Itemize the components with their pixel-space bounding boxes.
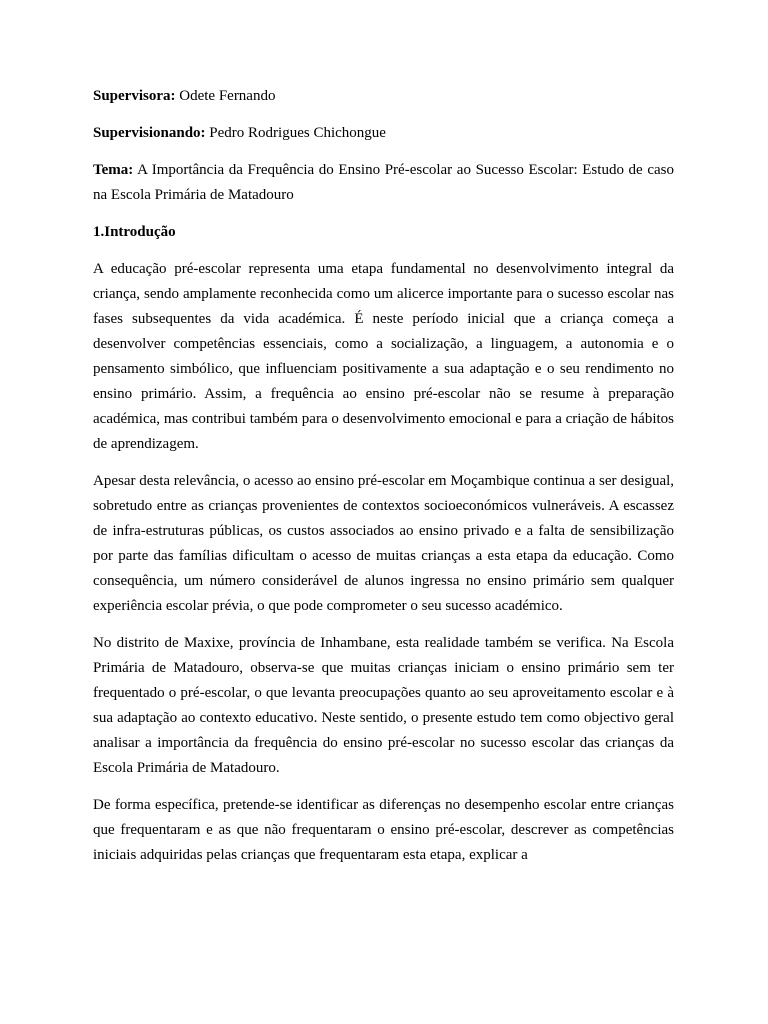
paragraph-2: Apesar desta relevância, o acesso ao ensino pré-escolar em Moçambique continua a ser desigual, sobretudo entre as crianças provenientes de contextos socioeconómicos vulneráveis. A escassez de infra-estruturas públicas, os custos associados ao ensino privado e a falta de sensibilização por parte das famílias dificultam o acesso de muitas crianças a esta etapa da educação. Como consequência, um número considerável de alunos ingressa no ensino primário sem qualquer experiência escolar prévia, o que pode comprometer o seu sucesso académico. bbox=[93, 473, 675, 614]
document-page bbox=[93, 84, 674, 880]
supervisor-label: Supervisora: bbox=[93, 88, 176, 104]
supervisee-line bbox=[93, 121, 674, 146]
paragraph-3: No distrito de Maxixe, província de Inhambane, esta realidade também se verifica. Na Escola Primária de Matadouro, observa-se que muitas crianças iniciam o ensino primário sem ter frequentado o pré-escolar, o que levanta preocupações quanto ao seu aproveitamento escolar e à sua adaptação ao contexto educativo. Neste sentido, o presente estudo tem como objectivo geral analisar a importância da frequência do ensino pré-escolar no sucesso escolar das crianças da Escola Primária de Matadouro. bbox=[93, 635, 674, 776]
supervisee-value: Pedro Rodrigues Chichongue bbox=[209, 125, 386, 141]
section-heading: 1.Introdução bbox=[93, 224, 176, 240]
theme-value: A Importância da Frequência do Ensino Pré-escolar ao Sucesso Escolar: Estudo de caso na Escola Primária de Matadouro bbox=[93, 162, 674, 203]
paragraph-1: A educação pré-escolar representa uma etapa fundamental no desenvolvimento integral da criança, sendo amplamente reconhecida como um alicerce importante para o sucesso escolar nas fases subsequentes da vida académica. É neste período inicial que a criança começa a desenvolver competências essenciais, como a socialização, a linguagem, a autonomia e o pensamento simbólico, que influenciam positivamente a sua adaptação e o seu rendimento no ensino primário. Assim, a frequência ao ensino pré-escolar não se resume à preparação académica, mas contribui também para o desenvolvimento emocional e para a criação de hábitos de aprendizagem. bbox=[93, 261, 674, 452]
supervisor-line bbox=[93, 84, 674, 109]
theme-line bbox=[93, 158, 674, 208]
supervisee-label: Supervisionando: bbox=[93, 125, 206, 141]
theme-label: Tema: bbox=[93, 162, 134, 178]
paragraph-4: De forma específica, pretende-se identificar as diferenças no desempenho escolar entre crianças que frequentaram e as que não frequentaram o ensino pré-escolar, descrever as competências iniciais adquiridas pelas crianças que frequentaram esta etapa, explicar a bbox=[93, 797, 674, 863]
supervisor-value: Odete Fernando bbox=[179, 88, 276, 104]
